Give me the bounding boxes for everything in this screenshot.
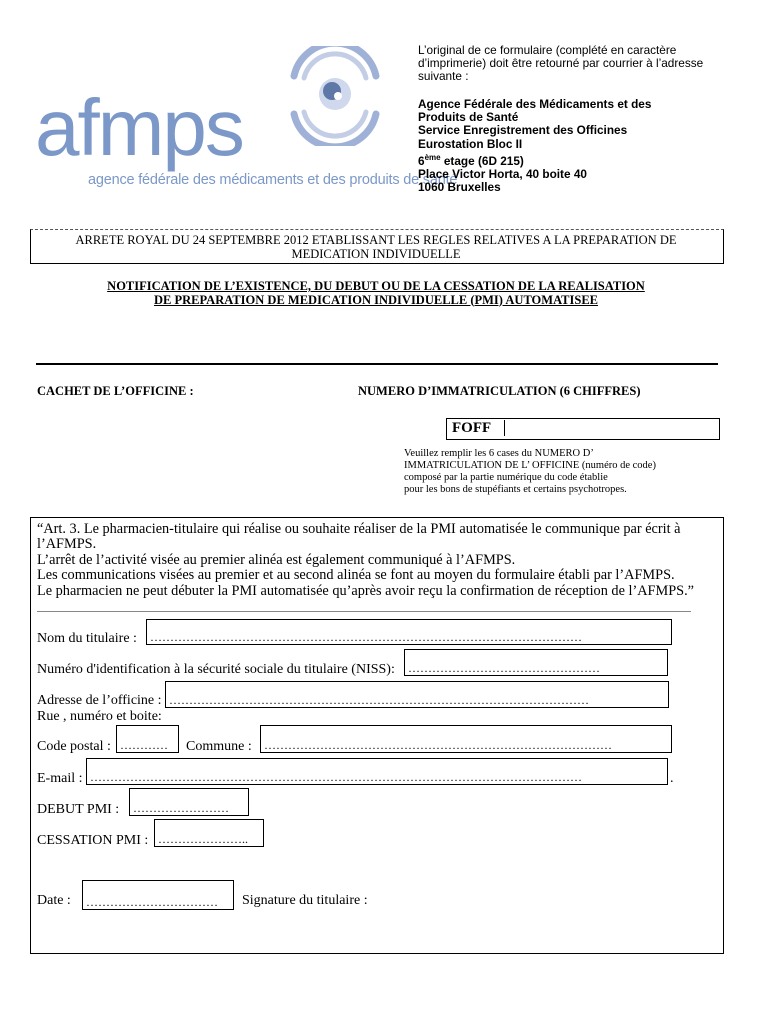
date-label: Date : [37, 893, 71, 908]
address-line: Agence Fédérale des Médicaments et des [418, 97, 652, 111]
email-label: E-mail : [37, 771, 83, 786]
email-trailing-dot: . [670, 771, 674, 786]
address-line: Place Victor Horta, 40 boite 40 [418, 166, 587, 181]
cachet-label: CACHET DE L’OFFICINE : [37, 384, 194, 398]
address-line: Eurostation Bloc II [418, 136, 523, 151]
separator [37, 611, 691, 612]
cessation-pmi-label: CESSATION PMI : [37, 833, 149, 848]
immatriculation-input[interactable] [502, 420, 716, 436]
code-postal-label: Code postal : [37, 739, 111, 754]
adresse-label: Adresse de l’officine : [37, 693, 162, 708]
address-line: Service Enregistrement des Officines [418, 123, 628, 138]
commune-label: Commune : [186, 739, 252, 754]
cessation-pmi-field[interactable]: ………………….. [154, 819, 264, 847]
logo-wordmark: afmps [35, 83, 243, 172]
numero-label: NUMERO D’IMMATRICULATION (6 CHIFFRES) [358, 384, 641, 398]
niss-label: Numéro d'identification à la sécurité sociale du titulaire (NISS): [37, 662, 395, 677]
arrete-title: ARRETE ROYAL DU 24 SEPTEMBRE 2012 ETABLISSANT LES REGLES RELATIVES A LA PREPARATION DE MEDICATION INDIVIDUELLE [75, 233, 677, 261]
rue-label: Rue , numéro et boite: [37, 709, 162, 724]
notification-title: NOTIFICATION DE L’EXISTENCE, DU DEBUT OU DE LA CESSATION DE LA REALISATION DE PREPARATION DE MEDICATION INDIVIDUELLE (PMI) AUTOMATISEE [107, 279, 645, 307]
address-intro: L’original de ce formulaire (complété en caractère d’imprimerie) doit être retourné par courrier à l’adresse suivante : [418, 43, 704, 83]
adresse-field[interactable]: …………………………………………………………………………………………… [165, 681, 669, 708]
nom-label: Nom du titulaire : [37, 631, 137, 646]
address-line: Produits de Santé [418, 110, 519, 125]
article-3-text: “Art. 3. Le pharmacien-titulaire qui réalise ou souhaite réaliser de la PMI automatisée le communique par écrit à l’AFMPS. L’arrêt de l’activité visée au premier alinéa est également communiqué à l’AFMPS. Les communications visées au premier et au second alinéa se font au moyen du formulaire établi par l’AFMPS. Le pharmacien ne peut débuter la PMI automatisée qu’après avoir reçu la confirmation de réception de l’AFMPS.” [37, 521, 695, 599]
date-field[interactable]: …………………………… [82, 880, 234, 910]
immatriculation-help: Veuillez remplir les 6 cases du NUMERO D’ IMMATRICULATION DE L’ OFFICINE (numéro de code) composé par la partie numérique du code établie pour les bons de stupéfiants et certains psychotropes. [404, 448, 656, 495]
logo-subtitle: agence fédérale des médicaments et des produits de santé [88, 172, 458, 188]
debut-pmi-label: DEBUT PMI : [37, 802, 120, 817]
address-line: 1060 Bruxelles [418, 180, 501, 195]
return-address [418, 98, 718, 194]
commune-field[interactable]: …………………………………………………………………………… [260, 725, 672, 753]
address-line: 6ème etage (6D 215) [418, 152, 524, 168]
foff-prefix: FOFF [448, 420, 505, 436]
niss-field[interactable]: ………………………………………… [404, 649, 668, 676]
code-postal-field[interactable]: ………… [116, 725, 179, 753]
email-field[interactable]: …………………………………………………………………………………………………………… [86, 758, 668, 785]
nom-field[interactable]: ……………………………………………………………………………………………… [146, 619, 672, 645]
divider [36, 363, 718, 365]
logo-swirl-icon [280, 46, 390, 146]
debut-pmi-field[interactable]: …………………… [129, 788, 249, 816]
signature-label: Signature du titulaire : [242, 893, 368, 908]
